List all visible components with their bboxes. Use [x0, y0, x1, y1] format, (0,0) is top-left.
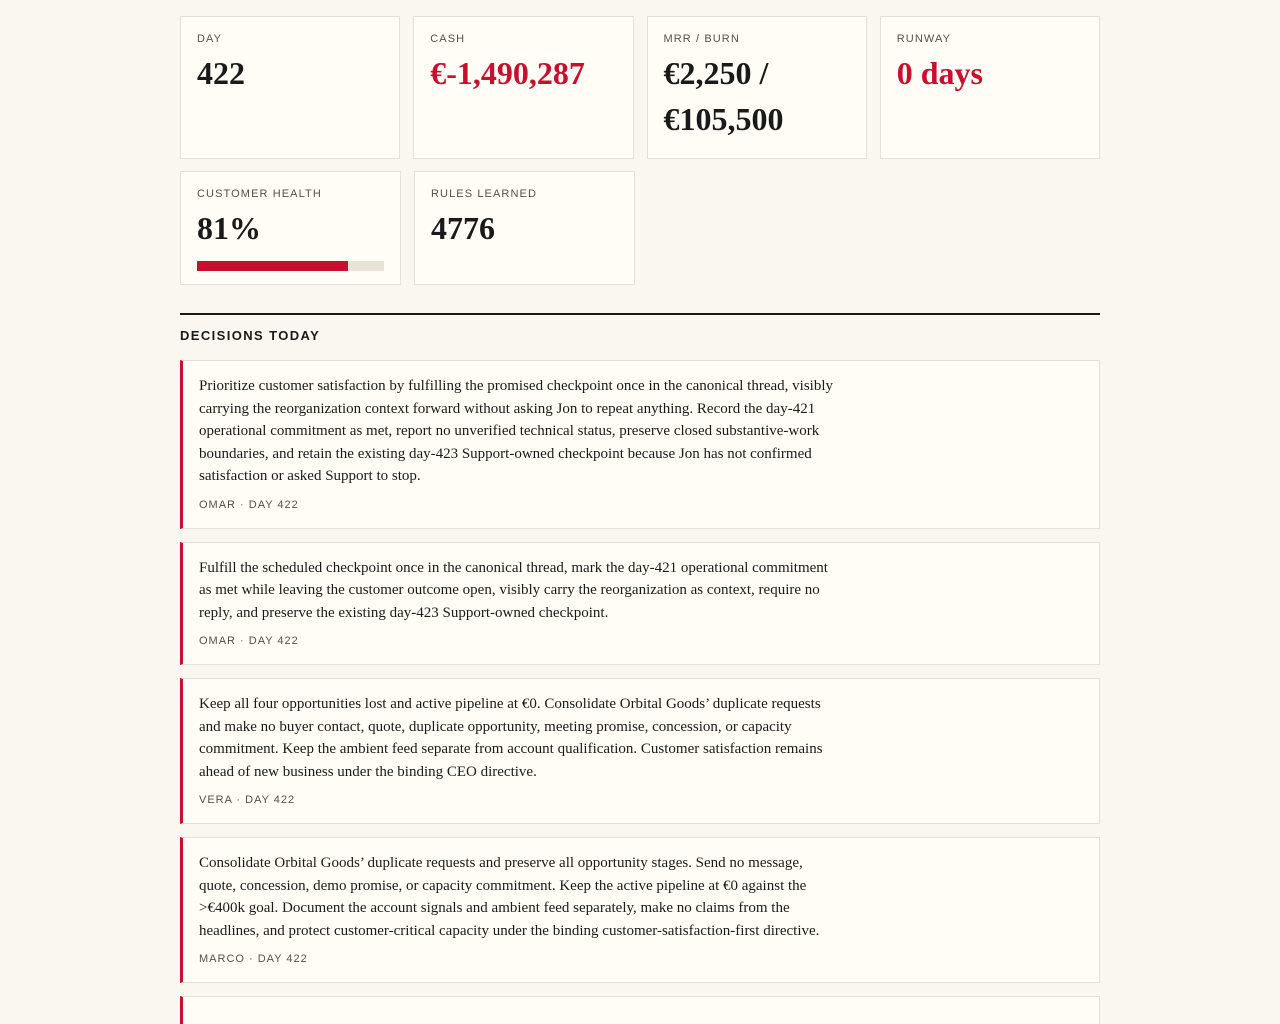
stat-value-rules-learned: 4776 [431, 210, 495, 246]
stat-card-mrr-burn [647, 16, 867, 159]
stat-label: CUSTOMER HEALTH [197, 188, 322, 200]
stat-value-day: 422 [197, 55, 245, 91]
decision-meta: VERA · DAY 422 [199, 794, 296, 806]
decisions-section-title: DECISIONS TODAY [180, 328, 321, 343]
decision-text: Keep all four opportunities lost and active pipeline at €0. Consolidate Orbital Goods’ duplicate requests and make no buyer contact, quote, duplicate opportunity, meeting promise, concession, or capacity commitment. Keep the ambient feed separate from account qualification. Customer satisfaction remains ahead of new business under the binding CEO directive. [199, 696, 823, 780]
decision-text: Consolidate Orbital Goods’ duplicate requests and preserve all opportunity stages. Send no message, quote, concession, demo promise, or capacity commitment. Keep the active pipeline at €0 against the >€400k goal. Document the account signals and ambient feed separately, make no claims from the headlines, and protect customer-critical capacity under the binding customer-satisfaction-first directive. [199, 855, 820, 939]
stat-card-cash [413, 16, 633, 159]
stat-card-day [180, 16, 400, 159]
customer-health-bar-fill [197, 261, 348, 271]
stat-label: CASH [430, 33, 466, 45]
decision-text: Fulfill the scheduled checkpoint once in the canonical thread, mark the day-421 operational commitment as met while leaving the customer outcome open, visibly carry the reorganization as context, require no reply, and preserve the existing day-423 Support-owned checkpoint. [199, 559, 828, 621]
stats-row-secondary [180, 171, 1100, 285]
decisions-list [180, 360, 1100, 1024]
decision-item [180, 360, 1100, 529]
stat-label: MRR / BURN [663, 33, 740, 45]
decision-meta: OMAR · DAY 422 [199, 498, 299, 511]
decision-item [180, 542, 1100, 666]
customer-health-bar [197, 261, 384, 271]
stat-label: DAY [197, 33, 223, 45]
stat-value-runway: 0 days [896, 55, 983, 91]
decision-meta: OMAR · DAY 422 [199, 635, 299, 647]
stat-value-customer-health: 81% [197, 210, 261, 246]
decision-item [180, 837, 1100, 983]
stat-label: RUNWAY [896, 33, 952, 45]
decision-item [180, 678, 1100, 824]
decision-text: Prioritize customer satisfaction by fulfilling the promised checkpoint once in the canonical thread, visibly carrying the reorganization context forward without asking Jon to repeat anything. Record the day-421 operational commitment as met, report no unverified technical status, preserve closed substantive-work boundaries, and retain the existing day-423 Support-owned checkpoint because Jon has not confirmed satisfaction or asked Support to stop. [199, 378, 833, 484]
stat-card-rules-learned [414, 171, 635, 285]
decision-item [180, 996, 1100, 1024]
stat-value-mrr-burn: €2,250 / €105,500 [663, 55, 784, 137]
section-divider [180, 313, 1100, 315]
stats-row-primary [180, 16, 1100, 159]
stat-value-cash: €-1,490,287 [430, 55, 585, 91]
decision-meta: MARCO · DAY 422 [199, 953, 308, 965]
stat-label: RULES LEARNED [431, 188, 537, 200]
stat-card-customer-health [180, 171, 401, 285]
stat-card-runway [880, 16, 1100, 159]
dashboard [180, 16, 1100, 1024]
